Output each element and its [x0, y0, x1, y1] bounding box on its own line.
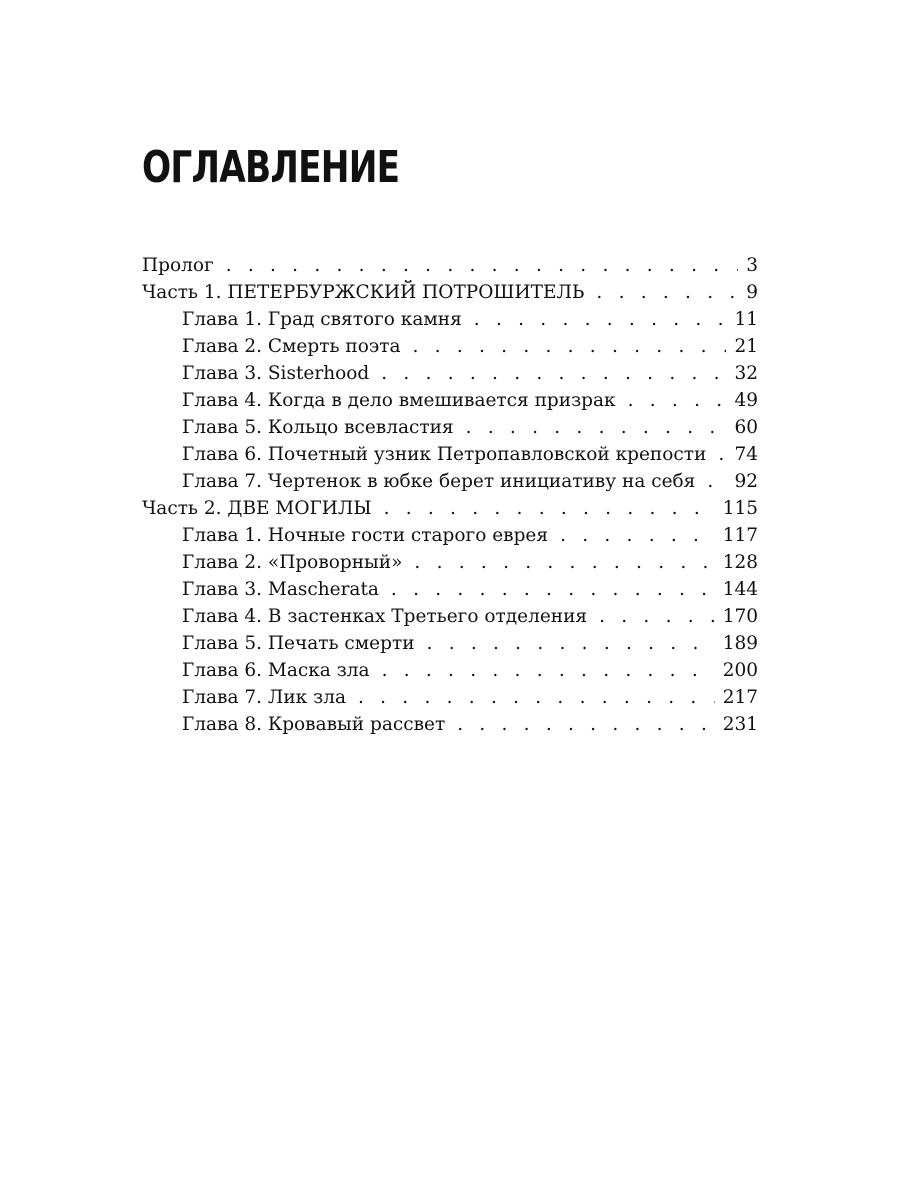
toc-entry-title: Глава 4. Когда в дело вмешивается призрак: [182, 390, 616, 411]
toc-entry-title: Глава 3. Sisterhood: [182, 363, 370, 384]
toc-entry: [142, 522, 758, 549]
toc-entry-title: Глава 1. Ночные гости старого еврея: [182, 525, 549, 546]
toc-entry-page: 21: [734, 336, 758, 357]
toc-entry-title: Глава 6. Маска зла: [182, 660, 370, 681]
toc-entry-title: Глава 2. «Проворный»: [182, 552, 403, 573]
toc-entry: [142, 333, 758, 360]
toc-entry-page: 60: [734, 417, 758, 438]
dot-leader: [414, 549, 714, 576]
toc-entry-title: Глава 8. Кровавый рассвет: [182, 714, 446, 735]
dot-leader: [427, 630, 715, 657]
dot-leader: [466, 414, 727, 441]
toc-entry-title: Часть 2. ДВЕ МОГИЛЫ: [142, 498, 372, 519]
toc-entry: [142, 576, 758, 603]
toc-entry: [142, 279, 758, 306]
dot-leader: [474, 306, 727, 333]
dot-leader: [391, 576, 715, 603]
toc-heading: ОГЛАВЛЕНИЕ: [142, 142, 400, 193]
dot-leader: [384, 495, 715, 522]
toc-entry-title: Пролог: [142, 255, 214, 276]
dot-leader: [457, 711, 715, 738]
toc-entry-page: 32: [734, 363, 758, 384]
dot-leader: [358, 684, 715, 711]
toc-entry: [142, 711, 758, 738]
toc-entry: [142, 414, 758, 441]
dot-leader: [413, 333, 727, 360]
dot-leader: [599, 603, 715, 630]
toc-entry: [142, 603, 758, 630]
dot-leader: [628, 387, 727, 414]
toc-entry: [142, 387, 758, 414]
toc-entry: [142, 252, 758, 279]
dot-leader: [596, 279, 738, 306]
toc-entry-page: 74: [734, 444, 758, 465]
toc-entry-page: 115: [722, 498, 758, 519]
toc-entry-page: 200: [722, 660, 758, 681]
toc-entry-title: Глава 1. Град святого камня: [182, 309, 462, 330]
toc-entry-title: Глава 3. Mascherata: [182, 579, 379, 600]
toc-entry: [142, 549, 758, 576]
toc-entry-title: Глава 4. В застенках Третьего отделения: [182, 606, 588, 627]
toc-entry-page: 170: [722, 606, 758, 627]
toc-entry-page: 3: [746, 255, 758, 276]
toc-entry-title: Глава 5. Кольцо всевластия: [182, 417, 454, 438]
dot-leader: [560, 522, 715, 549]
dot-leader: [382, 657, 715, 684]
toc-entry: [142, 684, 758, 711]
toc-entry-page: 189: [722, 633, 758, 654]
toc-entry-page: 92: [734, 471, 758, 492]
dot-leader: [226, 252, 739, 279]
toc-entry-page: 231: [722, 714, 758, 735]
toc-entry-title: Глава 2. Смерть поэта: [182, 336, 401, 357]
toc-entry-title: Глава 5. Печать смерти: [182, 633, 415, 654]
toc-entry-page: 128: [722, 552, 758, 573]
dot-leader: [718, 441, 726, 468]
toc-entry: [142, 468, 758, 495]
dot-leader: [707, 468, 726, 495]
toc-entry-page: 49: [734, 390, 758, 411]
toc-entry-title: Глава 7. Лик зла: [182, 687, 346, 708]
toc-entry-title: Часть 1. ПЕТЕРБУРЖСКИЙ ПОТРОШИТЕЛЬ: [142, 282, 585, 303]
toc-entry: [142, 306, 758, 333]
toc-entry-page: 117: [722, 525, 758, 546]
toc-entry: [142, 630, 758, 657]
toc-entry: [142, 657, 758, 684]
toc-entry-page: 217: [722, 687, 758, 708]
toc-entry-title: Глава 7. Чертенок в юбке берет инициативу на себя: [182, 471, 696, 492]
toc-entry: [142, 360, 758, 387]
toc-entry: [142, 441, 758, 468]
toc-entry: [142, 495, 758, 522]
toc-entry-title: Глава 6. Почетный узник Петропавловской крепости: [182, 444, 707, 465]
toc-entry-page: 9: [746, 282, 758, 303]
toc-entry-page: 144: [722, 579, 758, 600]
toc-list: [142, 252, 758, 738]
dot-leader: [381, 360, 726, 387]
toc-entry-page: 11: [734, 309, 758, 330]
